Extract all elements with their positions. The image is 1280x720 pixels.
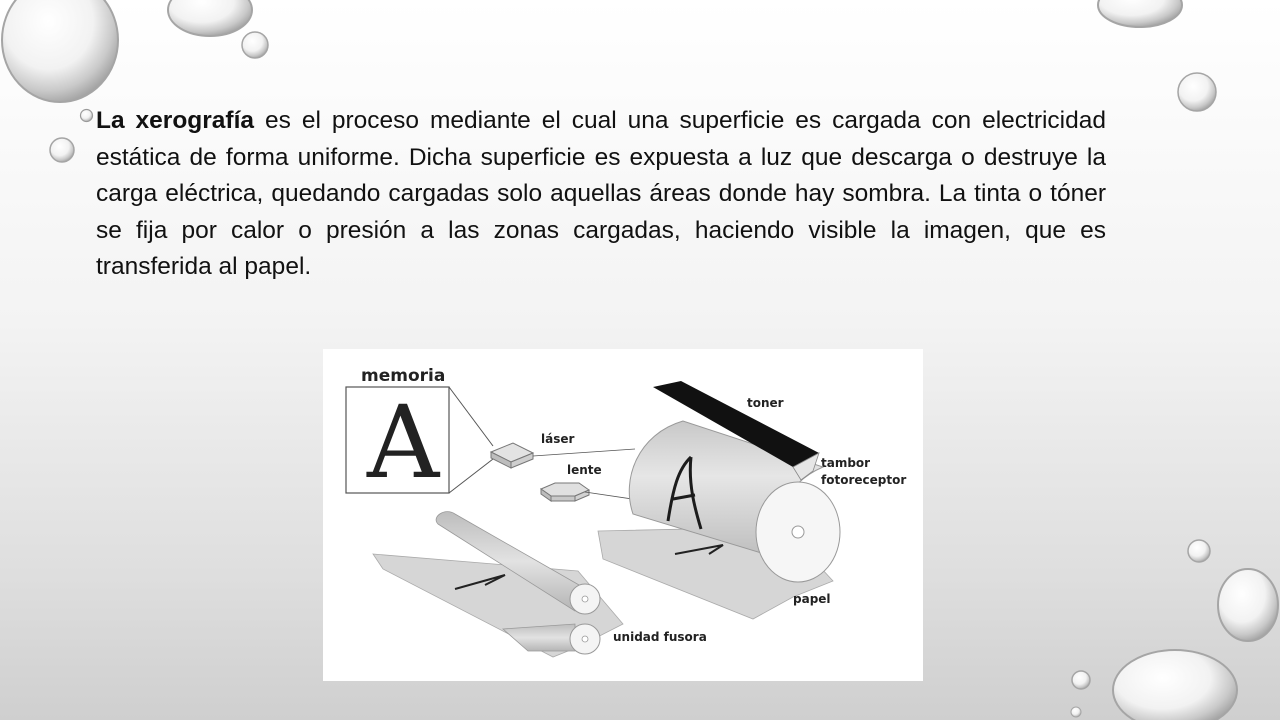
paragraph-text: es el proceso mediante el cual una superficie es cargada con electricidad estática de forma uniforme. Dicha superficie es expuesta a luz que descarga o destruye la carga eléctrica, quedando cargadas solo aquellas áreas donde hay sombra. La tinta o tóner se fija por calor o presión a las zonas cargadas, haciendo visible la imagen, que es transferida al papel.: [96, 107, 1106, 280]
slide-paragraph: [96, 103, 1106, 286]
memoria-letter: A: [367, 384, 440, 501]
water-drop-icon: [1178, 73, 1216, 111]
xerography-diagram: [323, 349, 923, 681]
water-drop-icon: [242, 32, 268, 58]
laser-label: láser: [541, 432, 575, 446]
lens-unit: [541, 483, 589, 501]
water-drop-icon: [50, 138, 74, 162]
water-drop-icon: [1072, 671, 1090, 689]
water-drop-icon: [1188, 540, 1210, 562]
toner-label: toner: [747, 396, 784, 410]
water-drop-icon: [1098, 0, 1182, 27]
water-drop-icon: [1071, 707, 1081, 717]
laser-unit: [491, 443, 533, 468]
water-drop-icon: [168, 0, 252, 36]
fusora-label: unidad fusora: [613, 630, 707, 644]
water-drop-icon: [1113, 650, 1237, 720]
tambor-label-line1: tambor: [821, 456, 871, 470]
tambor-label-line2: fotoreceptor: [821, 473, 907, 487]
bullet-drop-icon: [79, 108, 94, 123]
papel-label: papel: [793, 592, 831, 606]
highlight-term: La xerografía: [96, 107, 255, 134]
water-drop-icon: [2, 0, 118, 102]
lente-label: lente: [567, 463, 602, 477]
memoria-label: memoria: [361, 366, 446, 386]
water-drop-icon: [1218, 569, 1278, 641]
